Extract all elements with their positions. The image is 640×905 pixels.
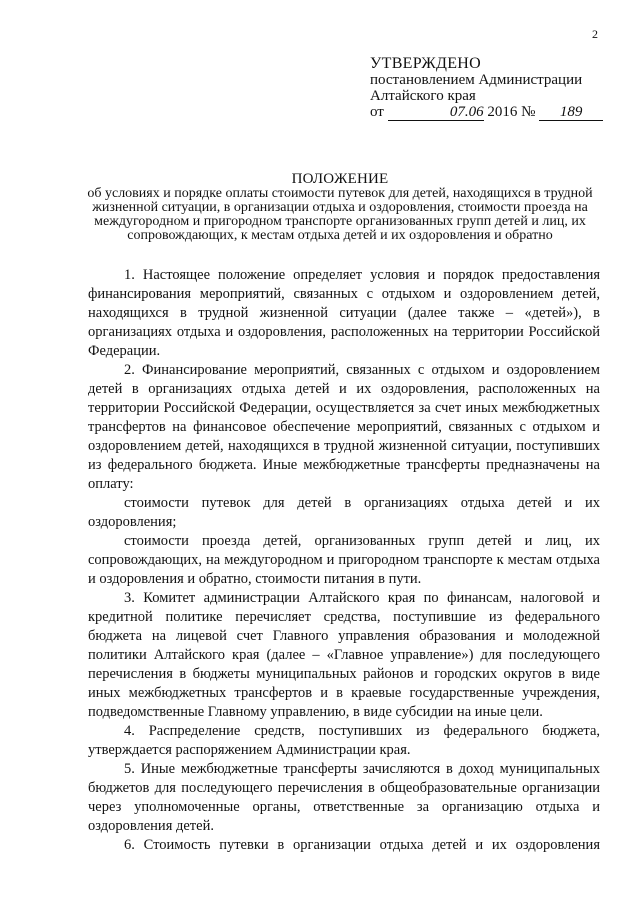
date-prefix: от <box>370 104 384 120</box>
paragraph: 6. Стоимость путевки в организации отдыха детей и их оздоровления <box>124 837 600 853</box>
approval-line-2: Алтайского края <box>370 88 476 104</box>
year-text: 2016 № <box>487 104 536 120</box>
date-value: 07.06 <box>388 105 484 121</box>
paragraph: стоимости проезда детей, организованных групп детей и лиц, их сопровождающих, на междугородном и пригородном транспорте к местам отдыха и оздоровления и обратно, стоимости питания в пути. <box>88 533 600 587</box>
paragraph: 2. Финансирование мероприятий, связанных с отдыхом и оздоровлением детей в организациях отдыха детей и их оздоровления, расположенных на территории Российской Федерации, осуществляется за счет иных межбюджетных трансфертов на финансовое обеспечение мероприятий, связанных с отдыхом и оздоровлением детей, находящихся в трудной жизненной ситуации, поступивших из федерального бюджета. Иные межбюджетные трансферты предназначены на оплату: <box>88 362 600 492</box>
page-number: 2 <box>592 27 598 41</box>
paragraph: 3. Комитет администрации Алтайского края по финансам, налоговой и кредитной политике перечисляет средства, поступившие из федерального бюджета на лицевой счет Главного управления образования и молодежной политики Алтайского края (далее – «Главное управление») для последующего перечисления в бюджеты муниципальных районов и городских округов в виде иных межбюджетных трансфертов и в краевые государственные учреждения, подведомственные Главному управлению, в виде субсидии на иные цели. <box>88 590 600 720</box>
document-title-block <box>80 171 600 243</box>
decree-number: 189 <box>539 105 603 121</box>
approval-stamp <box>370 56 620 121</box>
paragraph: 4. Распределение средств, поступивших из федерального бюджета, утверждается распоряжением Администрации края. <box>88 723 600 758</box>
document-title: ПОЛОЖЕНИЕ <box>291 171 389 187</box>
document-subtitle: об условиях и порядке оплаты стоимости путевок для детей, находящихся в трудной жизненной ситуации, в организации отдыха и оздоровления, стоимости проезда на междугородном и пригородном транспорте организованных групп детей и лиц, их сопровождающих, к местам отдыха детей и их оздоровления и обратно <box>87 186 593 243</box>
document-body <box>88 266 600 855</box>
approval-heading: УТВЕРЖДЕНО <box>370 55 482 72</box>
paragraph: 5. Иные межбюджетные трансферты зачисляются в доход муниципальных бюджетов для последующего перечисления в общеобразовательные организации через уполномоченные органы, ответственные за организацию отдыха и оздоровления детей. <box>88 761 600 834</box>
paragraph: стоимости путевок для детей в организациях отдыха детей и их оздоровления; <box>88 495 600 530</box>
paragraph: 1. Настоящее положение определяет условия и порядок предоставления финансирования мероприятий, связанных с отдыхом и оздоровлением детей, находящихся в трудной жизненной ситуации (далее также – «детей»), в организациях отдыха и оздоровления, расположенных на территории Российской Федерации. <box>88 267 600 359</box>
approval-date-line <box>370 104 620 121</box>
approval-line-1: постановлением Администрации <box>370 72 583 88</box>
